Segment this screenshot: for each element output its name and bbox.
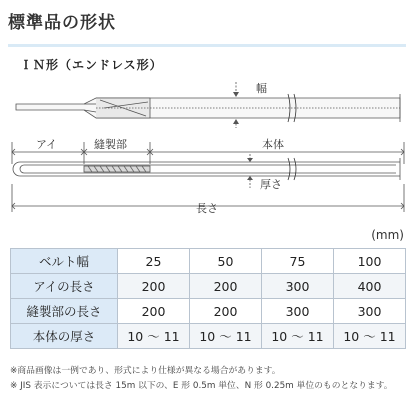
table-cell: 50	[190, 249, 262, 274]
note-line: ※商品画像は一例であり、形式により仕様が異なる場合があります。	[10, 366, 281, 376]
label-thickness: 厚さ	[260, 178, 282, 191]
title-bar	[8, 12, 406, 47]
section-dimensions	[12, 142, 404, 164]
row-label: 縫製部の長さ	[11, 299, 118, 324]
table-cell: 200	[190, 274, 262, 299]
table-cell: 300	[262, 274, 334, 299]
side-loop-outline	[13, 162, 400, 176]
table-cell: 300	[334, 299, 406, 324]
table-row	[11, 299, 406, 324]
table-cell: 400	[334, 274, 406, 299]
unit-label: (mm)	[371, 228, 404, 242]
spec-table	[10, 248, 406, 349]
table-cell: 10 ～ 11	[190, 324, 262, 349]
side-break-mark	[288, 158, 296, 180]
table-row	[11, 249, 406, 274]
table-cell: 200	[118, 274, 190, 299]
side-sewn-segment	[84, 166, 150, 172]
page-title: 標準品の形状	[8, 13, 116, 33]
table-cell: 25	[118, 249, 190, 274]
table-cell: 100	[334, 249, 406, 274]
row-label: アイの長さ	[11, 274, 118, 299]
table-row	[11, 274, 406, 299]
note-line: ※ JIS 表示については長さ 15m 以下の、E 形 0.5m 単位、N 形 0.25m 単位のものとなります。	[10, 381, 393, 391]
side-view	[13, 154, 400, 188]
diagram-subtitle: ＩＮ形（エンドレス形）	[20, 58, 163, 72]
table-cell: 75	[262, 249, 334, 274]
label-sewn: 縫製部	[94, 138, 127, 151]
table-cell: 10 ～ 11	[262, 324, 334, 349]
label-eye: アイ	[36, 138, 58, 151]
top-view	[16, 82, 400, 128]
notes	[10, 364, 410, 394]
sling-diagram	[0, 72, 416, 232]
label-body: 本体	[262, 138, 284, 151]
table-cell: 200	[190, 299, 262, 324]
row-label: 本体の厚さ	[11, 324, 118, 349]
row-label: ベルト幅	[11, 249, 118, 274]
table-row	[11, 324, 406, 349]
table-cell: 10 ～ 11	[334, 324, 406, 349]
table-cell: 10 ～ 11	[118, 324, 190, 349]
label-width: 幅	[256, 82, 267, 95]
label-length: 長さ	[196, 202, 218, 215]
table-cell: 300	[262, 299, 334, 324]
table-cell: 200	[118, 299, 190, 324]
